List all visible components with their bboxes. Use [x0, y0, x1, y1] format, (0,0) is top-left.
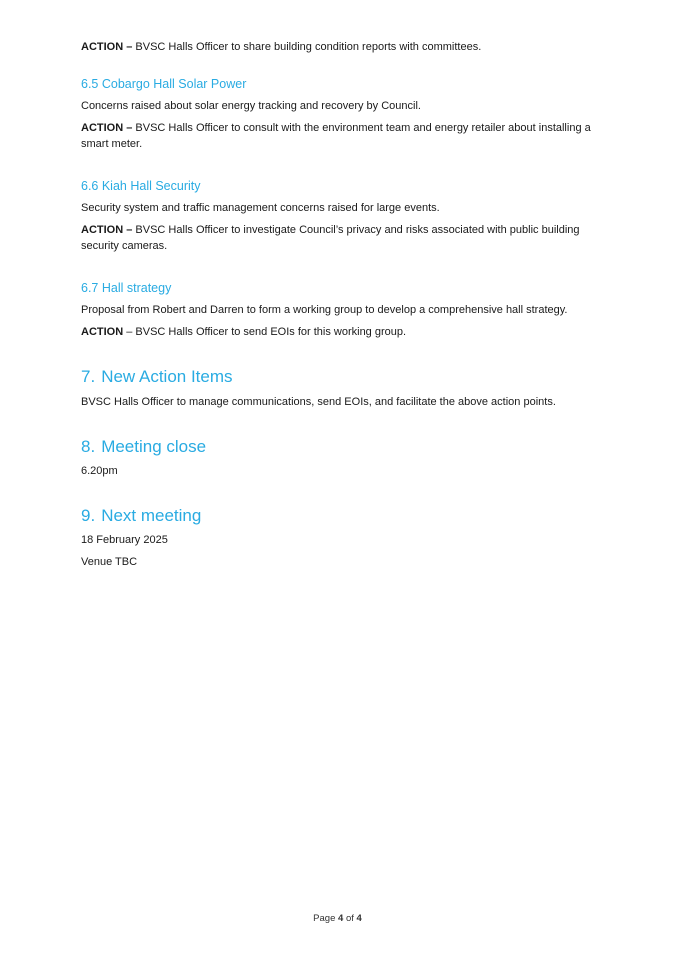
section-title: Meeting close	[101, 437, 207, 456]
action-line	[81, 39, 615, 56]
action-text: BVSC Halls Officer to consult with the environment team and energy retailer about installing a	[135, 122, 591, 134]
section-heading-8	[81, 436, 615, 458]
action-label: ACTION	[81, 122, 124, 134]
section-heading-7	[81, 366, 615, 388]
action-line-6-7	[81, 324, 615, 341]
section-title: Next meeting	[101, 506, 202, 525]
section-number: 8.	[81, 437, 96, 456]
section-body-6-7: Proposal from Robert and Darren to form a working group to develop a comprehensive hall strategy.	[81, 304, 568, 316]
action-dash: –	[126, 224, 133, 236]
footer-current-page: 4	[338, 913, 344, 924]
footer-page-word: Page	[313, 913, 336, 924]
section-heading-9	[81, 505, 615, 527]
action-line-6-6	[81, 222, 615, 239]
action-text: BVSC Halls Officer to send EOIs for this working group.	[135, 326, 407, 338]
action-text: BVSC Halls Officer to investigate Council’s privacy and risks associated with public building	[135, 224, 580, 236]
section-body-8: 6.20pm	[81, 465, 118, 477]
action-label: ACTION	[81, 326, 124, 338]
next-meeting-venue: Venue TBC	[81, 556, 138, 568]
section-number: 7.	[81, 367, 96, 386]
section-heading-6-5: 6.5 Cobargo Hall Solar Power	[81, 77, 247, 91]
action-label: ACTION	[81, 41, 124, 53]
section-body-6-6: Security system and traffic management concerns raised for large events.	[81, 202, 440, 214]
action-dash: –	[126, 41, 133, 53]
action-line-6-6-cont: security cameras.	[81, 240, 168, 252]
footer-of-word: of	[345, 913, 354, 924]
action-dash: –	[126, 326, 133, 338]
section-number: 9.	[81, 506, 96, 525]
action-label: ACTION	[81, 224, 124, 236]
section-body-6-5: Concerns raised about solar energy tracking and recovery by Council.	[81, 100, 421, 112]
section-heading-6-6: 6.6 Kiah Hall Security	[81, 179, 201, 193]
section-body-7: BVSC Halls Officer to manage communications, send EOIs, and facilitate the above action points.	[81, 396, 556, 408]
next-meeting-date: 18 February 2025	[81, 534, 168, 546]
section-heading-6-7: 6.7 Hall strategy	[81, 281, 172, 295]
section-title: New Action Items	[101, 367, 233, 386]
action-dash: –	[126, 122, 133, 134]
action-text: BVSC Halls Officer to share building condition reports with committees.	[135, 41, 482, 53]
action-line-6-5	[81, 120, 615, 137]
footer-total-pages: 4	[356, 913, 362, 924]
action-line-6-5-cont: smart meter.	[81, 138, 143, 150]
page-footer	[0, 913, 675, 924]
